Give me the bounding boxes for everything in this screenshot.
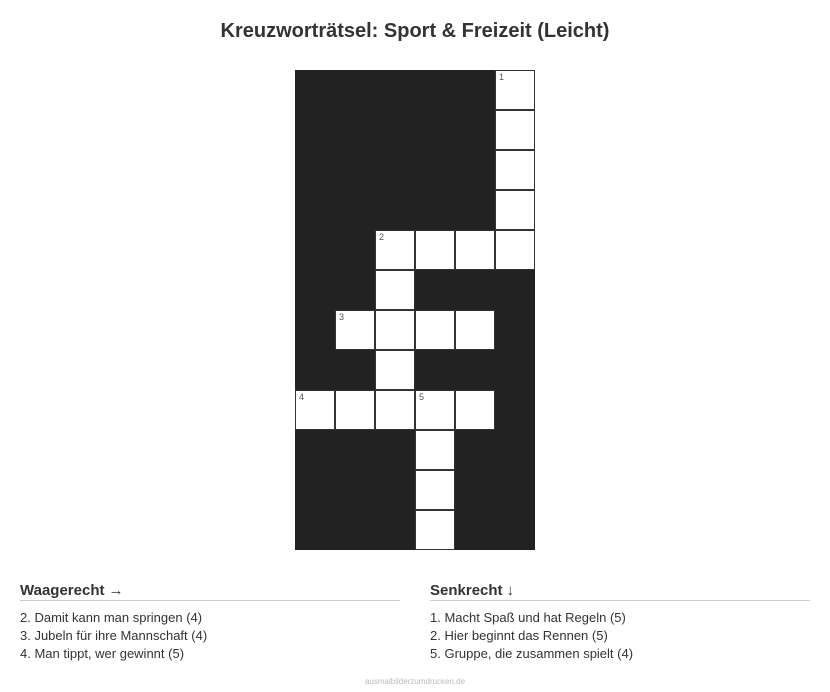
across-clues — [20, 582, 400, 663]
grid-cell[interactable] — [415, 230, 455, 270]
grid-cell[interactable] — [335, 390, 375, 430]
grid-cell[interactable] — [375, 230, 415, 270]
down-heading — [430, 582, 810, 601]
grid-cell[interactable] — [495, 190, 535, 230]
grid-cell[interactable] — [375, 350, 415, 390]
across-heading — [20, 582, 400, 601]
grid-cell[interactable] — [455, 230, 495, 270]
across-heading-label: Waagerecht — [20, 582, 105, 599]
clue-item: 2. Hier beginnt das Rennen (5) — [430, 628, 608, 643]
grid-cell[interactable] — [335, 310, 375, 350]
grid-cell[interactable] — [375, 310, 415, 350]
grid-cell[interactable] — [415, 470, 455, 510]
down-arrow-icon: ↓ — [506, 582, 515, 599]
down-heading-label: Senkrecht — [430, 582, 503, 599]
grid-cell[interactable] — [375, 270, 415, 310]
crossword-grid — [295, 70, 535, 550]
grid-cell[interactable] — [415, 390, 455, 430]
right-arrow-icon: → — [108, 582, 124, 599]
clue-number: 3 — [339, 312, 345, 322]
grid-cell[interactable] — [495, 230, 535, 270]
grid-cell[interactable] — [295, 390, 335, 430]
down-clue-list — [430, 609, 810, 663]
clue-item: 4. Man tippt, wer gewinnt (5) — [20, 646, 185, 661]
across-clue-list — [20, 609, 400, 663]
footer-watermark: ausmalbilderzumdrucken.de — [364, 677, 466, 686]
clue-item: 3. Jubeln für ihre Mannschaft (4) — [20, 628, 208, 643]
grid-cell[interactable] — [495, 70, 535, 110]
page-title: Kreuzworträtsel: Sport & Freizeit (Leicht) — [220, 20, 610, 42]
grid-cell[interactable] — [455, 390, 495, 430]
clue-number: 5 — [419, 392, 425, 402]
clue-number: 2 — [379, 232, 385, 242]
grid-cell[interactable] — [495, 150, 535, 190]
clue-item: 2. Damit kann man springen (4) — [20, 610, 203, 625]
clue-item: 5. Gruppe, die zusammen spielt (4) — [430, 646, 634, 661]
down-clues — [430, 582, 810, 663]
grid-cell[interactable] — [455, 310, 495, 350]
grid-cell[interactable] — [415, 430, 455, 470]
clue-number: 4 — [299, 392, 305, 402]
grid-cell[interactable] — [495, 110, 535, 150]
grid-cell[interactable] — [375, 390, 415, 430]
clue-item: 1. Macht Spaß und hat Regeln (5) — [430, 610, 626, 625]
grid-cell[interactable] — [415, 510, 455, 550]
clue-number: 1 — [499, 72, 505, 82]
grid-cell[interactable] — [415, 310, 455, 350]
